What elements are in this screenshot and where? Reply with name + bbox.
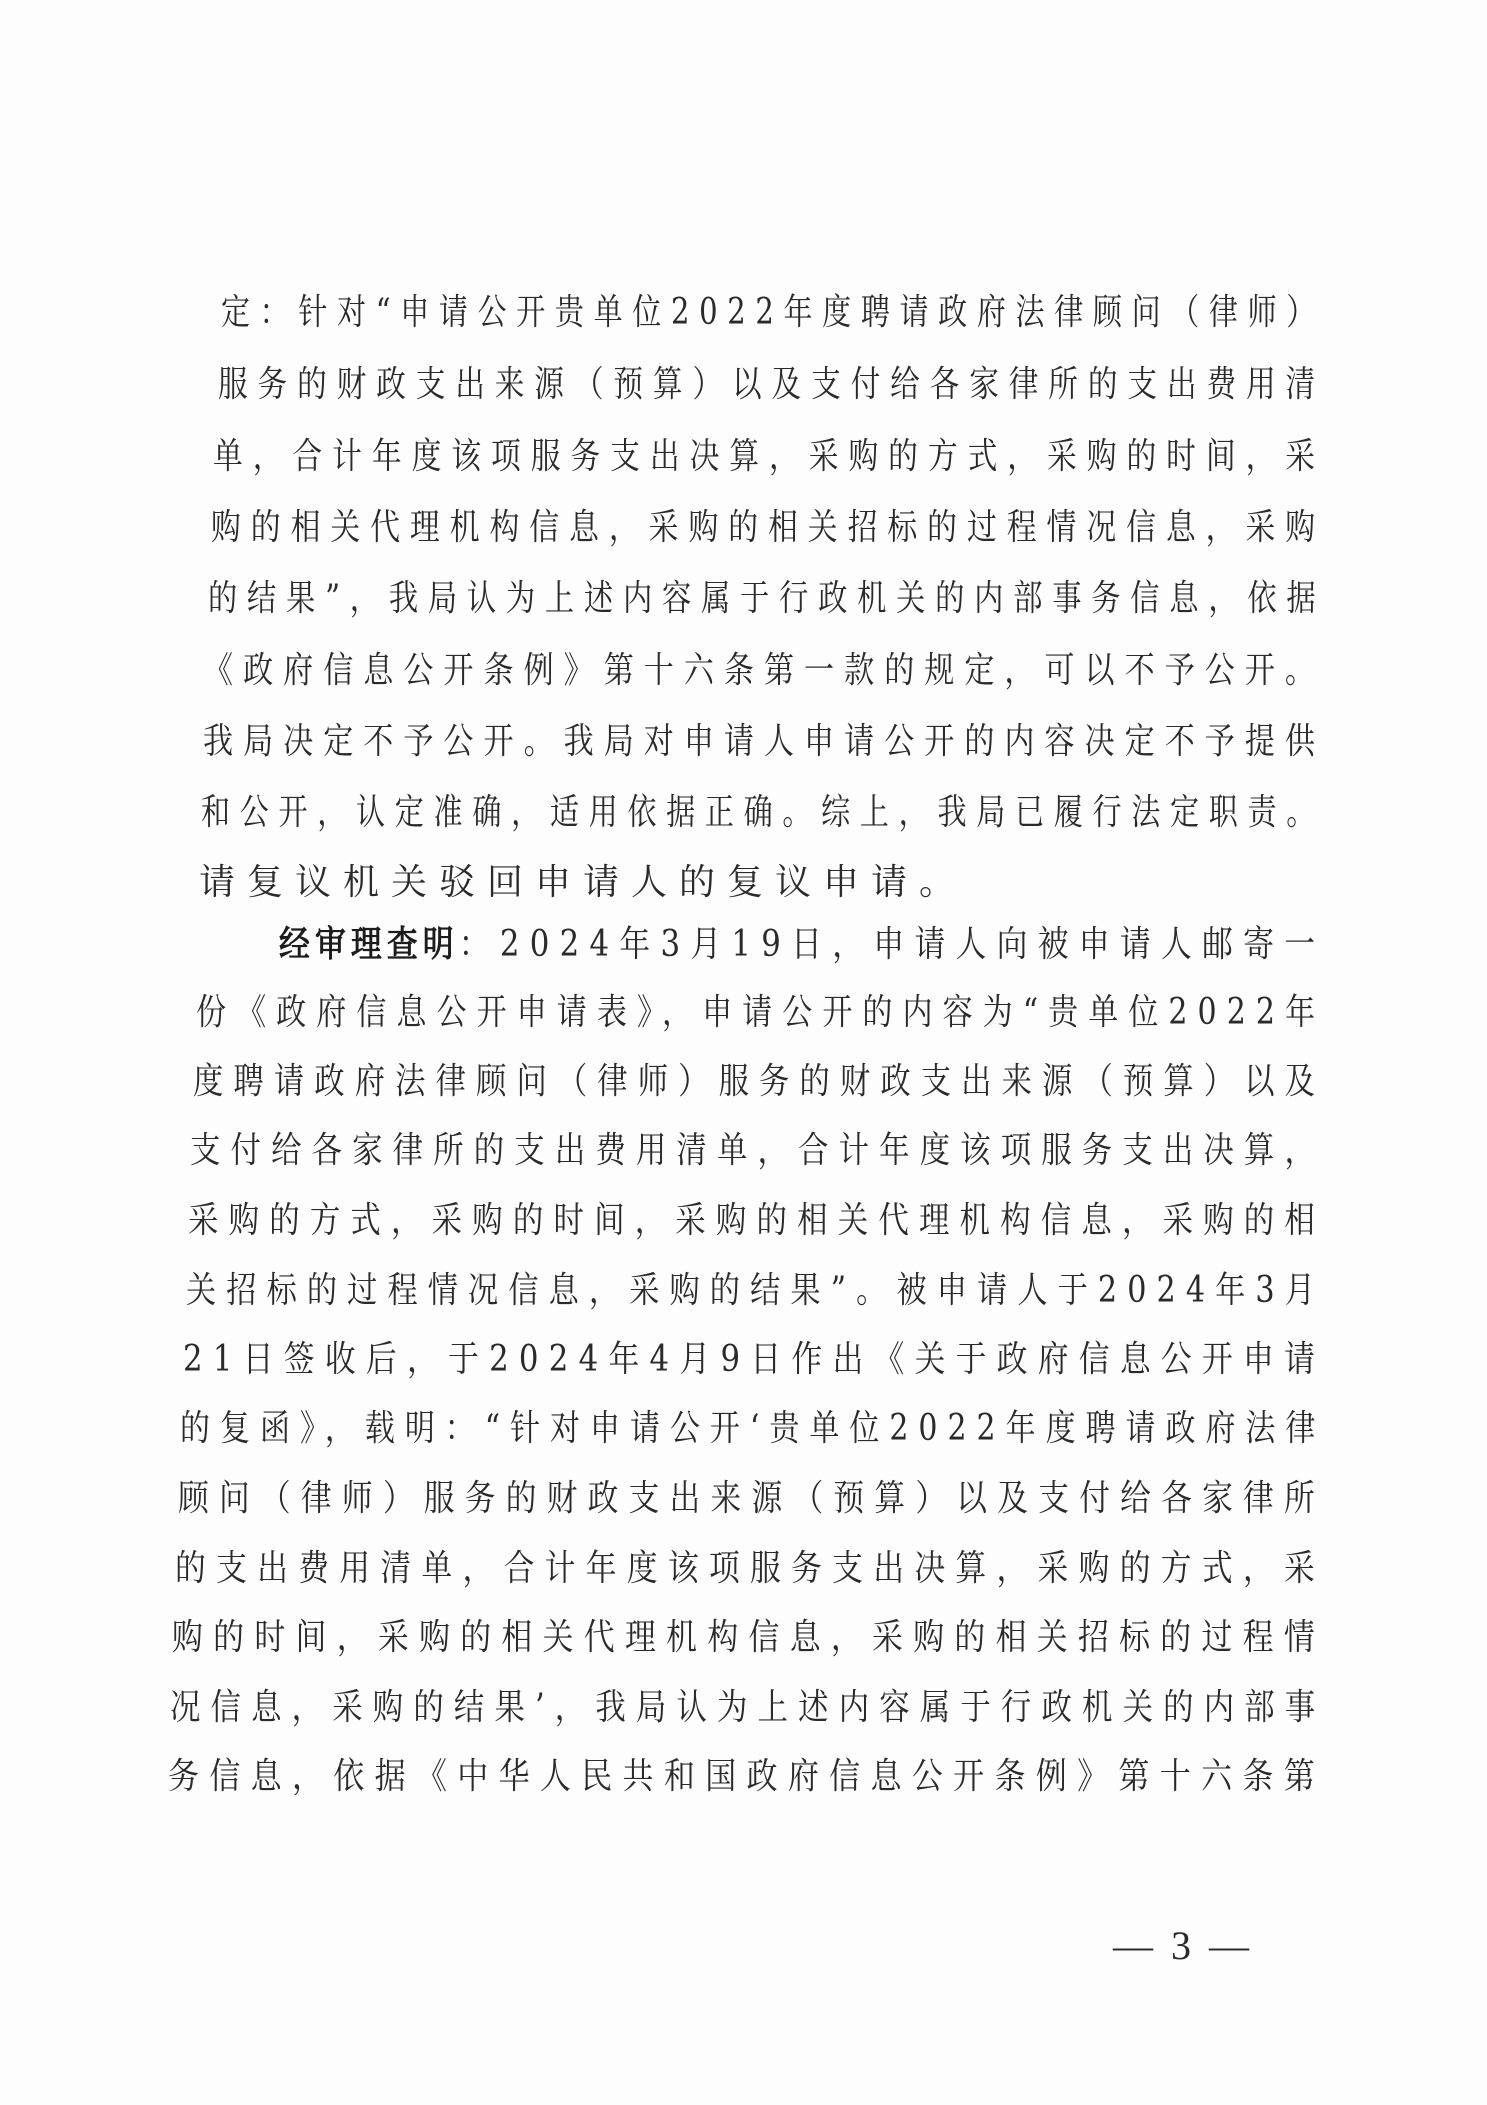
- text-line: 关招标的过程情况信息，采购的结果”。被申请人于2024年3月: [186, 1270, 1326, 1311]
- text-line: 度聘请政府法律顾问（律师）服务的财政支出来源（预算）以及: [193, 1061, 1326, 1102]
- text-line: 采购的方式，采购的时间，采购的相关代理机构信息，采购的相: [188, 1200, 1326, 1241]
- text-line: 和公开，认定准确，适用依据正确。综上，我局已履行法定职责。: [201, 792, 1326, 833]
- text-line: 购的相关代理机构信息，采购的相关招标的过程情况信息，采购: [211, 507, 1326, 548]
- text-line: 21日签收后，于2024年4月9日作出《关于政府信息公开申请: [183, 1339, 1326, 1380]
- text-run: ：2024年3月19日，申请人向被申请人邮寄一: [458, 924, 1326, 965]
- text-line: 顾问（律师）服务的财政支出来源（预算）以及支付给各家律所: [178, 1478, 1325, 1519]
- text-line: [279, 922, 1325, 968]
- text-line: 定：针对“申请公开贵单位2022年度聘请政府法律顾问（律师）: [221, 292, 1325, 333]
- text-line: 务信息，依据《中华人民共和国政府信息公开条例》第十六条第: [168, 1756, 1326, 1797]
- text-line: 的复函》，载明：“针对申请公开‘贵单位2022年度聘请政府法律: [180, 1408, 1326, 1449]
- text-line: 单，合计年度该项服务支出决算，采购的方式，采购的时间，采: [213, 436, 1326, 477]
- text-line: 我局决定不予公开。我局对申请人申请公开的内容决定不予提供: [203, 721, 1325, 762]
- text-line: 购的时间，采购的相关代理机构信息，采购的相关招标的过程情: [172, 1617, 1326, 1658]
- text-line: 份《政府信息公开申请表》，申请公开的内容为“贵单位2022年: [196, 992, 1326, 1033]
- text-line: 《政府信息公开条例》第十六条第一款的规定，可以不予公开。: [203, 650, 1325, 691]
- text-line: 的结果”，我局认为上述内容属于行政机关的内部事务信息，依据: [208, 578, 1326, 619]
- text-line: 的支出费用清单，合计年度该项服务支出决算，采购的方式，采: [175, 1548, 1326, 1589]
- text-line: 支付给各家律所的支出费用清单，合计年度该项服务支出决算，: [190, 1130, 1326, 1171]
- text-line: 请复议机关驳回申请人的复议申请。: [199, 862, 968, 903]
- findings-heading: 经审理查明: [279, 924, 459, 965]
- text-line: 服务的财政支出来源（预算）以及支付给各家律所的支出费用清: [218, 364, 1326, 405]
- page-number: — 3 —: [1113, 1923, 1253, 1968]
- text-line: 况信息，采购的结果’，我局认为上述内容属于行政机关的内部事: [170, 1687, 1326, 1728]
